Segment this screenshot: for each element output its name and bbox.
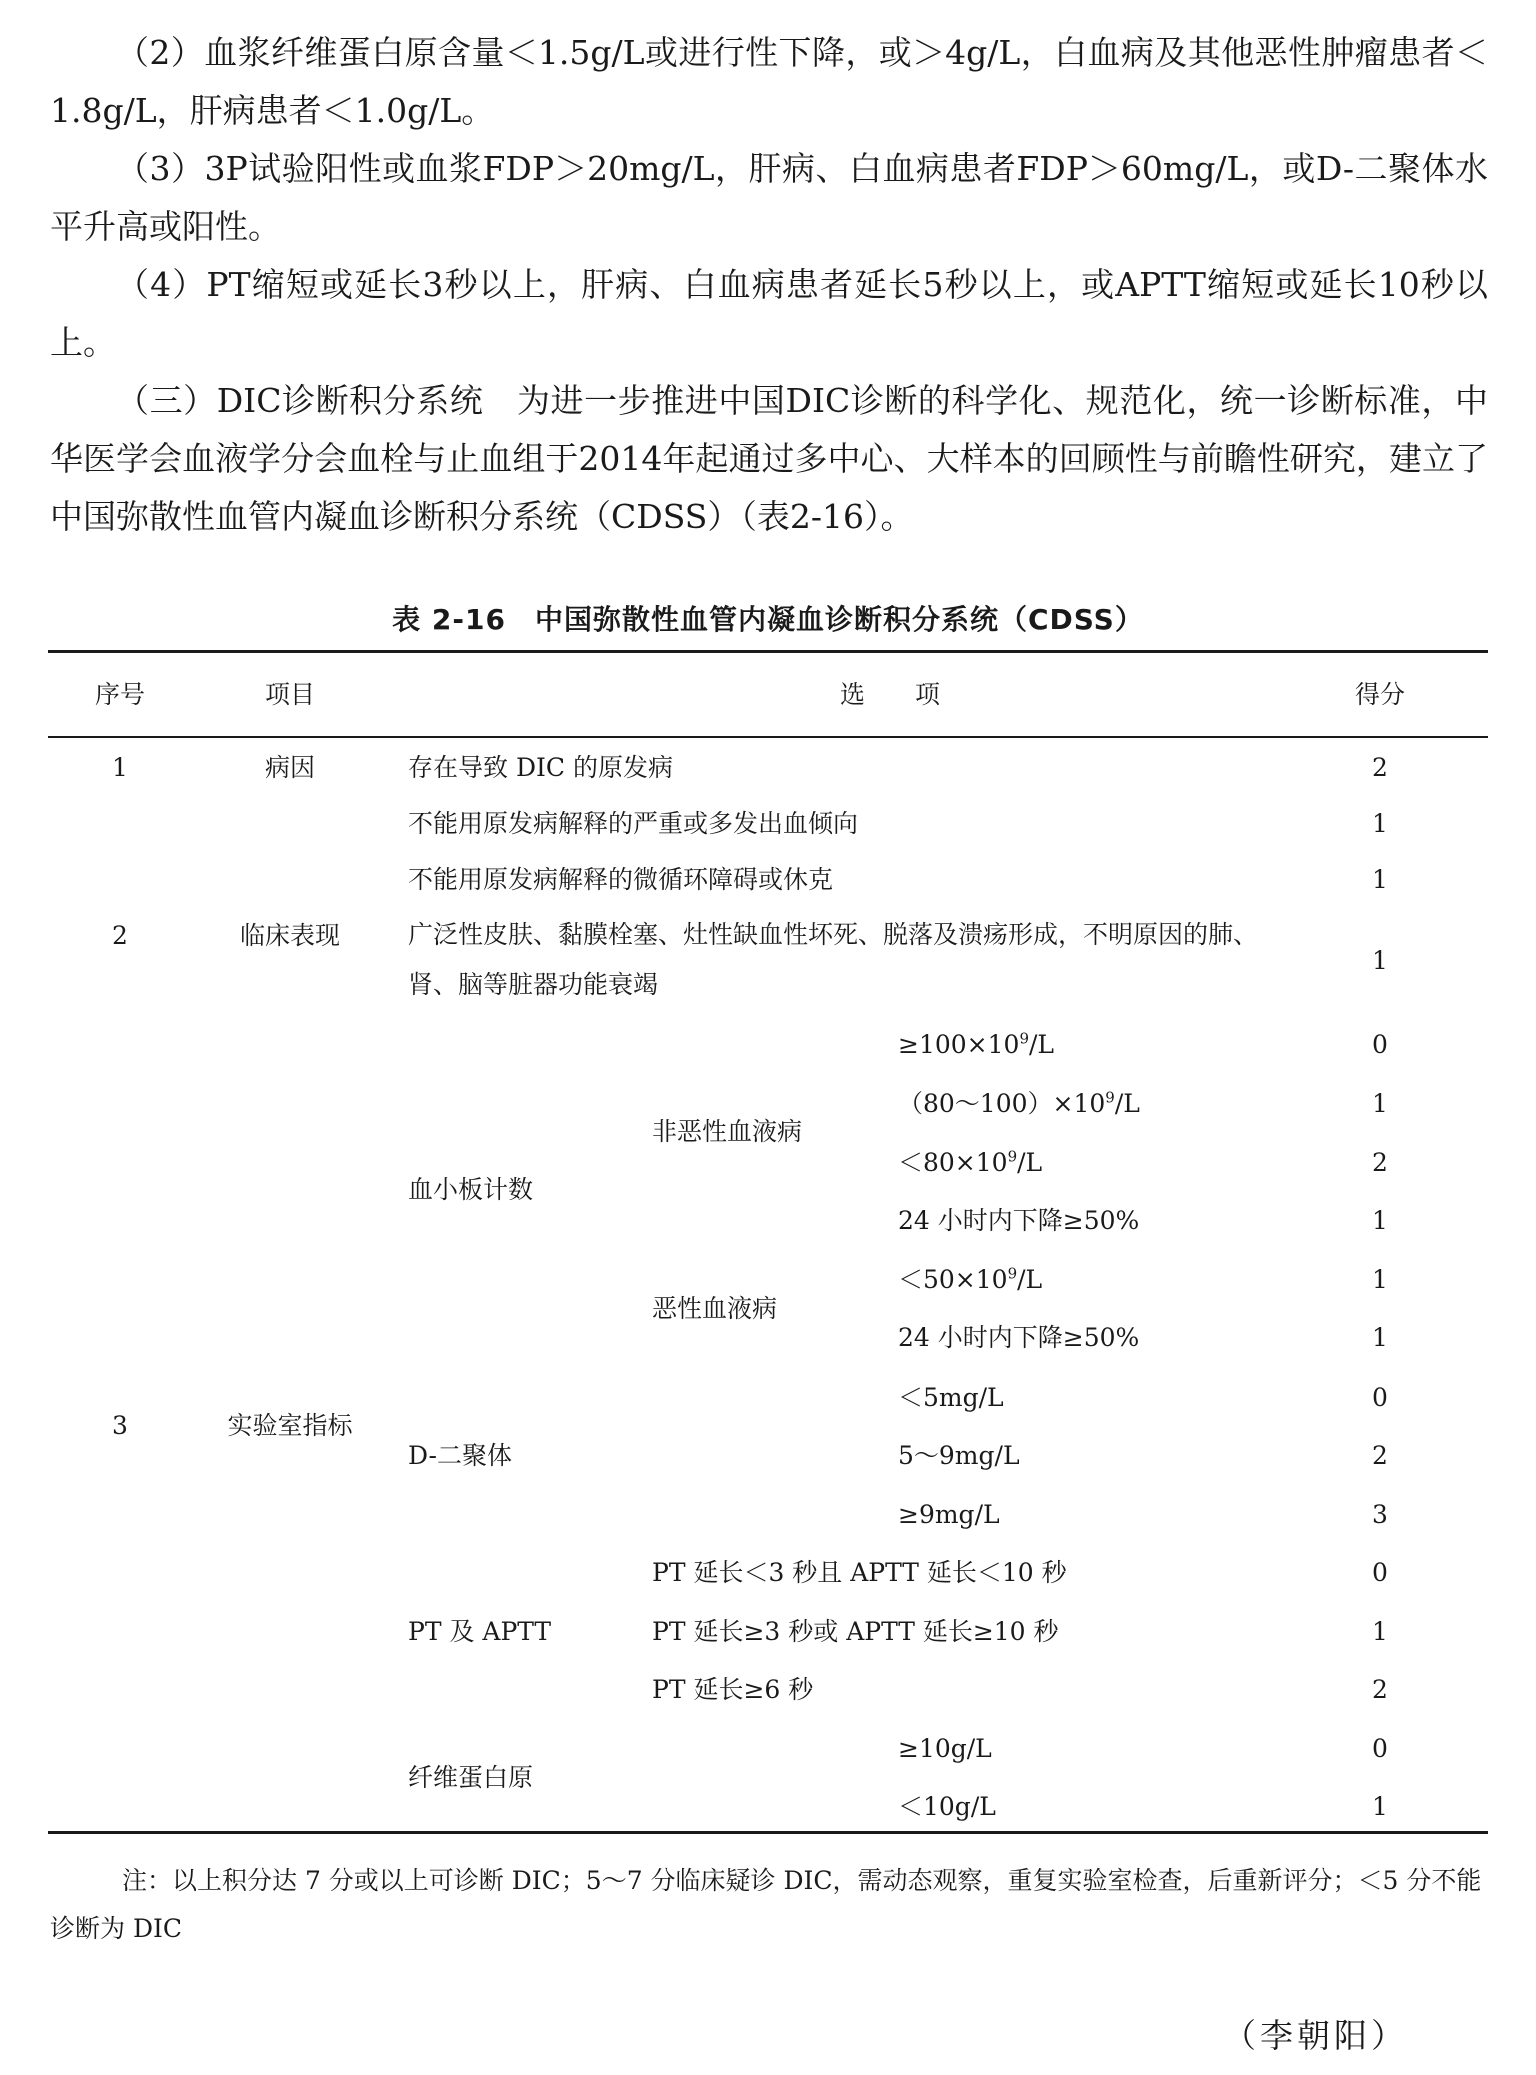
category-nonmalignant: 非恶性血液病	[652, 1117, 803, 1146]
sub-item-d-dimer: D-二聚体	[408, 1441, 512, 1470]
row-score: 0	[1372, 1558, 1388, 1587]
header-no: 序号	[94, 680, 145, 709]
option-text: 24 小时内下降≥50%	[898, 1323, 1140, 1352]
option-text: $<50\times 10^9/L$	[898, 1264, 1043, 1294]
row-option: 不能用原发病解释的微循环障碍或休克	[408, 865, 834, 894]
option-text: ≥9mg/L	[898, 1500, 1000, 1529]
row-score: 1	[1372, 1323, 1388, 1352]
sub-item-platelet: 血小板计数	[408, 1175, 534, 1204]
row-item: 临床表现	[239, 921, 340, 950]
paragraph-fibrinogen: （2）血浆纤维蛋白原含量＜1.5g/L或进行性下降，或＞4g/L，白血病及其他恶性肿瘤患者＜1.8g/L，肝病患者＜1.0g/L。	[50, 33, 1488, 130]
row-score: 2	[1372, 1148, 1388, 1177]
row-score: 1	[1372, 1089, 1388, 1118]
row-score: 1	[1372, 1206, 1388, 1235]
option-text: $<80\times 10^9/L$	[898, 1147, 1043, 1177]
sub-item-pt-aptt: PT 及 APTT	[408, 1617, 552, 1646]
row-score: 1	[1372, 946, 1388, 975]
option-text: ＜10g/L	[898, 1792, 996, 1821]
paragraph-cdss-intro: （三）DIC诊断积分系统 为进一步推进中国DIC诊断的科学化、规范化，统一诊断标准，中华医学会血液学分会血栓与止血组于2014年起通过多中心、大样本的回顾性与前瞻性研究，建立了中国弥散性血管内凝血诊断积分系统（CDSS）（表2-16）。	[50, 381, 1488, 536]
paragraph-3p-fdp: （3）3P试验阳性或血浆FDP＞20mg/L，肝病、白血病患者FDP＞60mg/L，或D-二聚体水平升高或阳性。	[50, 149, 1488, 246]
row-no: 2	[112, 921, 128, 950]
row-no: 1	[112, 753, 128, 782]
row-score: 1	[1372, 1265, 1388, 1294]
option-text: PT 延长＜3 秒且 APTT 延长＜10 秒	[652, 1558, 1067, 1587]
row-score: 3	[1372, 1500, 1388, 1529]
option-text: 5～9mg/L	[898, 1441, 1020, 1470]
option-text: $\ge 100\times 10^9/L$	[898, 1029, 1055, 1059]
row-score: 1	[1372, 1617, 1388, 1646]
row-score: 0	[1372, 1383, 1388, 1412]
option-text: ＜5mg/L	[898, 1383, 1004, 1412]
row-score: 1	[1372, 809, 1388, 838]
row-score: 1	[1372, 1792, 1388, 1821]
row-score: 1	[1372, 865, 1388, 894]
table-top-rule	[48, 650, 1488, 653]
row-no: 3	[112, 1411, 128, 1440]
option-text: PT 延长≥3 秒或 APTT 延长≥10 秒	[652, 1617, 1059, 1646]
row-score: 2	[1372, 1675, 1388, 1704]
row-item: 病因	[264, 753, 315, 782]
option-text: PT 延长≥6 秒	[652, 1675, 814, 1704]
row-option: 广泛性皮肤、黏膜栓塞、灶性缺血性坏死、脱落及溃疡形成，不明原因的肺、肾、脑等脏器功能衰竭	[408, 920, 1259, 999]
option-text: $(80\sim 100)\times 10^9/L$	[898, 1088, 1140, 1118]
table-caption: 表 2-16 中国弥散性血管内凝血诊断积分系统（CDSS）	[392, 603, 1144, 636]
table-bottom-rule	[48, 1831, 1488, 1834]
row-option: 存在导致 DIC 的原发病	[408, 753, 673, 782]
row-score: 2	[1372, 753, 1388, 782]
option-text: ≥10g/L	[898, 1734, 992, 1763]
row-score: 0	[1372, 1030, 1388, 1059]
paragraph-pt-aptt: （4）PT缩短或延长3秒以上，肝病、白血病患者延长5秒以上，或APTT缩短或延长10秒以上。	[50, 265, 1488, 362]
header-item: 项目	[264, 680, 315, 709]
table-header-rule	[48, 736, 1488, 738]
sub-item-fibrinogen: 纤维蛋白原	[408, 1763, 534, 1792]
author-signature: （李朝阳）	[1223, 2016, 1408, 2055]
header-score: 得分	[1354, 680, 1405, 709]
row-score: 0	[1372, 1734, 1388, 1763]
table-note: 注：以上积分达 7 分或以上可诊断 DIC；5～7 分临床疑诊 DIC，需动态观察，重复实验室检查，后重新评分；＜5 分不能诊断为 DIC	[50, 1866, 1482, 1943]
header-option: 选 项	[839, 680, 940, 709]
option-text: 24 小时内下降≥50%	[898, 1206, 1140, 1235]
category-malignant: 恶性血液病	[652, 1294, 778, 1323]
row-item: 实验室指标	[227, 1411, 353, 1440]
row-score: 2	[1372, 1441, 1388, 1470]
row-option: 不能用原发病解释的严重或多发出血倾向	[408, 809, 859, 838]
